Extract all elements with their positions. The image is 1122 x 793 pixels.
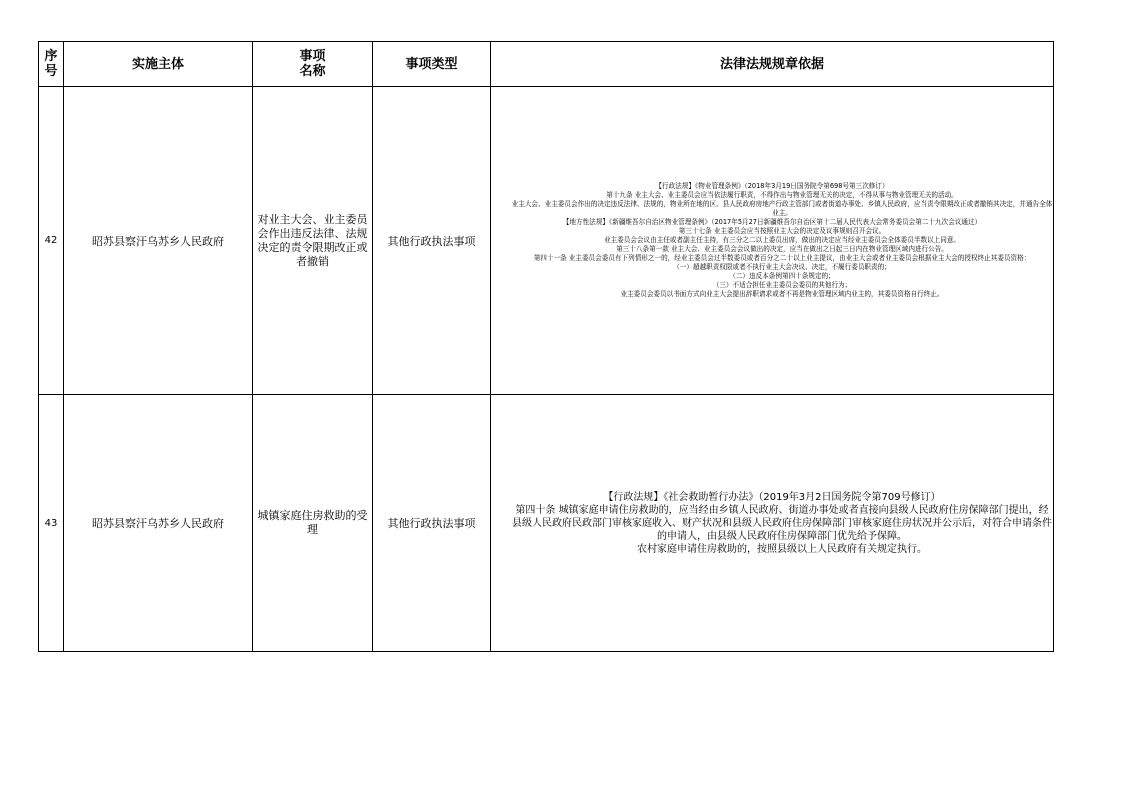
row-entity: 昭苏县察汗乌苏乡人民政府	[64, 395, 253, 652]
basis-paragraph: 第十九条 业主大会、业主委员会应当依法履行职责，不得作出与物业管理无关的决定，不得从事与物业管理无关的活动。	[606, 191, 958, 199]
table-row	[39, 87, 1054, 395]
row-item-name: 城镇家庭住房救助的受理	[253, 395, 373, 652]
basis-paragraph: 【行政法规】《社会救助暂行办法》（2019年3月2日国务院令第709号修订）	[603, 491, 941, 503]
header-item-name	[253, 42, 373, 87]
basis-paragraph: 农村家庭申请住房救助的，按照县级以上人民政府有关规定执行。	[637, 543, 927, 555]
table-header-row	[39, 42, 1054, 87]
basis-paragraph: （三）不适合担任业主委员会委员的其他行为；	[712, 281, 852, 289]
basis-paragraph: 第四十一条 业主委员会委员有下列情形之一的，经业主委员会过半数委员或者百分之二十以上业主提议，由业主大会或者业主委员会根据业主大会的授权终止其委员资格：	[533, 254, 1031, 262]
header-item-name-line1: 事项	[299, 49, 326, 64]
basis-paragraph: 【行政法规】《物业管理条例》（2018年3月19日国务院令第698号第三次修订）	[655, 182, 889, 190]
row-legal-basis	[491, 395, 1054, 652]
enforcement-items-table	[38, 41, 1054, 652]
basis-paragraph: 业主大会、业主委员会作出的决定违反法律、法规的，物业所在地的区、县人民政府房地产行政主管部门或者街道办事处、乡镇人民政府，应当责令限期改正或者撤销其决定，并通告全体业主。	[511, 200, 1053, 217]
basis-paragraph: 第四十条 城镇家庭申请住房救助的，应当经由乡镇人民政府、街道办事处或者直接向县级人民政府住房保障部门提出，经县级人民政府民政部门审核家庭收入、财产状况和县级人民政府住房保障部门审核家庭住房状况并公示后，对符合申请条件的申请人，由县级人民政府住房保障部门优先给予保障。	[512, 504, 1052, 542]
row-entity: 昭苏县察汗乌苏乡人民政府	[64, 87, 253, 395]
header-entity: 实施主体	[64, 42, 253, 87]
table-row	[39, 395, 1054, 652]
basis-paragraph: （一）超越职责权限或者不执行业主大会决议、决定，不履行委员职责的；	[673, 263, 891, 271]
header-item-name-line2: 名称	[299, 64, 326, 79]
row-serial-number: 43	[39, 395, 64, 652]
row-item-type: 其他行政执法事项	[373, 87, 491, 395]
basis-paragraph: 第三十七条 业主委员会应当按照业主大会的决定及议事规则召开会议。	[678, 227, 886, 235]
row-item-type: 其他行政执法事项	[373, 395, 491, 652]
basis-paragraph: 业主委员会委员以书面方式向业主大会提出辞职请求或者不再是物业管理区域内业主的，其委员资格自行终止。	[620, 290, 944, 298]
basis-paragraph: 业主委员会会议由主任或者副主任主持，有三分之二以上委员出席，做出的决定应当经业主委员会全体委员半数以上同意。	[603, 236, 961, 244]
header-serial-number: 序号	[39, 42, 64, 87]
basis-paragraph: 第三十八条第一款 业主大会、业主委员会会议做出的决定，应当在做出之日起三日内在物业管理区域内进行公告。	[616, 245, 948, 253]
basis-paragraph: 【地方性法规】《新疆维吾尔自治区物业管理条例》（2017年5月27日新疆维吾尔自治区第十二届人民代表大会常务委员会第二十九次会议通过）	[562, 218, 982, 226]
basis-paragraph: （二）违反本条例第四十条规定的；	[729, 272, 835, 280]
row-legal-basis	[491, 87, 1054, 395]
header-item-type: 事项类型	[373, 42, 491, 87]
row-serial-number: 42	[39, 87, 64, 395]
row-item-name: 对业主大会、业主委员会作出违反法律、法规决定的责令限期改正或者撤销	[253, 87, 373, 395]
header-legal-basis: 法律法规规章依据	[491, 42, 1054, 87]
